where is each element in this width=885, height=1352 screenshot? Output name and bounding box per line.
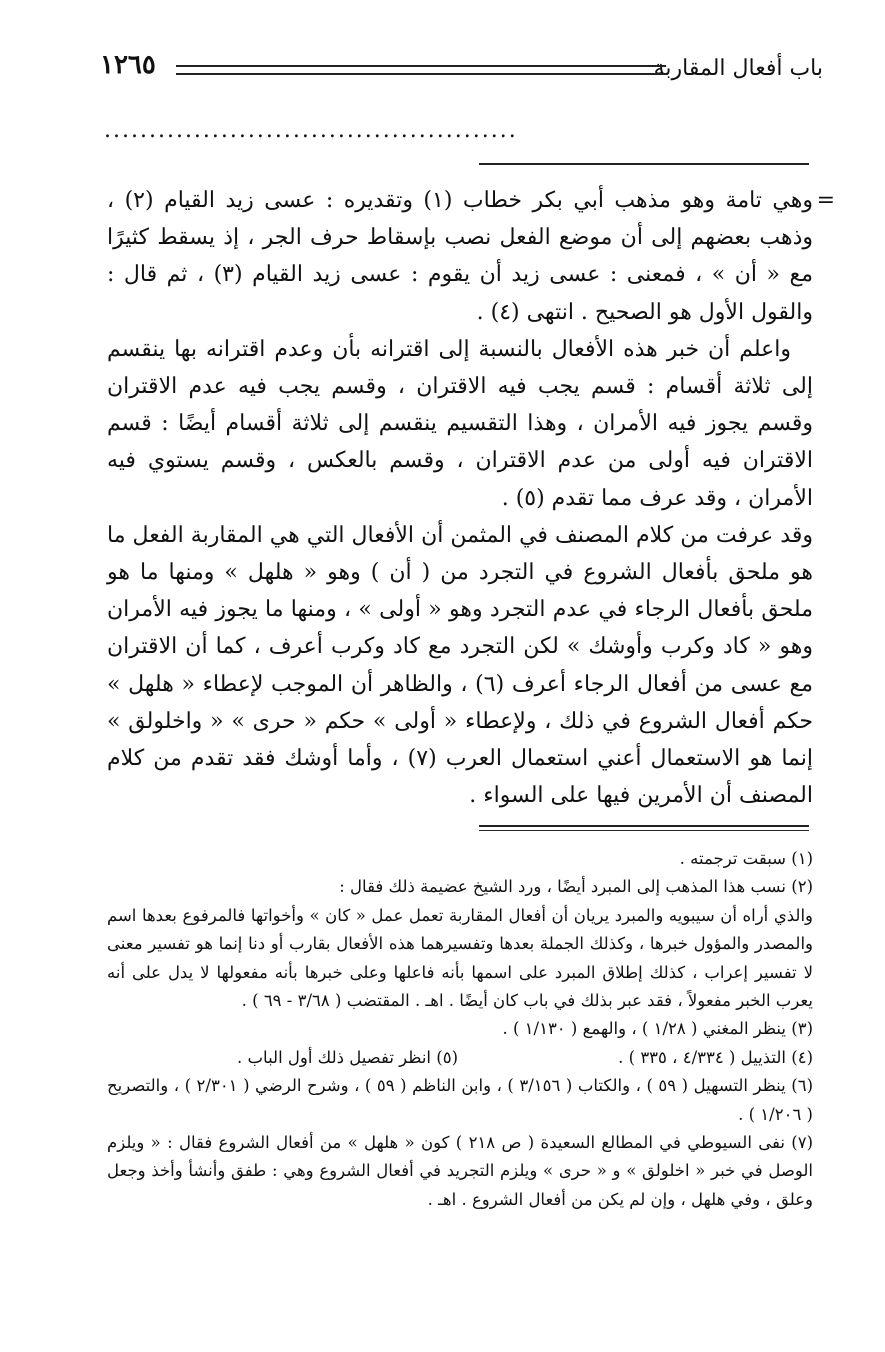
footnote-7: (٧) نفى السيوطي في المطالع السعيدة ( ص ٢١٨ ) كون « هلهل » من أفعال الشروع فقال : « ويلزم الوصل في خبر « اخلولق » و « حرى » ويلزم التجريد في أفعال الشروع وهي : طفق وأنشأ وأخذ وجعل وعلق ، وفي هلهل ، وإن لم يكن من أفعال الشروع . اهـ . [107,1133,813,1209]
paragraph-1: وهي تامة وهو مذهب أبي بكر خطاب (١) وتقديره : عسى زيد القيام (٢) ، وذهب بعضهم إلى أن موضع الفعل نصب بإسقاط حرف الجر ، إذ يسقط كثيرًا مع « أن » ، فمعنى : عسى زيد أن يقوم : عسى زيد القيام (٣) ، ثم قال : والقول الأول هو الصحيح . انتهى (٤) . [107,188,813,325]
footnote-4: (٤) التذييل ( ٤/٣٣٤ ، ٣٣٥ ) . [618,1047,813,1067]
header-double-rule [176,65,666,75]
footnote-6: (٦) ينظر التسهيل ( ٥٩ ) ، والكتاب ( ٣/١٥٦ ) ، وابن الناظم ( ٥٩ ) ، وشرح الرضي ( ٢/٣٠١ ) ، والتصريح ( ١/٢٠٦ ) . [107,1076,814,1124]
footnote-2: (٢) نسب هذا المذهب إلى المبرد أيضًا ، ورد الشيخ عضيمة ذلك فقال : [339,877,813,897]
separator-rule [479,163,809,165]
continuation-mark: = [816,188,835,213]
footnote-1: (١) سبقت ترجمته . [679,849,813,868]
main-text [107,182,835,814]
footnote-rule-thin [479,830,809,831]
footnote-rule [479,825,809,827]
paragraph-2: واعلم أن خبر هذه الأفعال بالنسبة إلى اقترانه بأن وعدم اقترانه بها ينقسم إلى ثلاثة أقسام : قسم يجب فيه الاقتران ، وقسم يجب فيه عدم الاقتران وقسم يجوز فيه الأمران ، وهذا التقسيم ينقسم إلى ثلاثة أقسام أيضًا : قسم الاقتران فيه أولى من عدم الاقتران ، وقسم بالعكس ، وقسم يستوي فيه الأمران ، وقد عرف مما تقدم (٥) . [107,336,813,511]
footnote-3: (٣) ينظر المغني ( ١/٢٨ ) ، والهمع ( ١/١٣٠ ) . [502,1019,813,1039]
ellipsis-dots: .............................................. [104,118,518,143]
footnote-row-4-5 [107,1044,813,1072]
footnote-2-quote: والذي أراه أن سيبويه والمبرد يريان أن أفعال المقاربة تعمل عمل « كان » وأخواتها فالمرفوع بعدها اسم والمصدر والمؤول خبرها ، وكذلك الجملة بعدها وتفسيرهما هذه الأفعال بقارب أو دنا إنما هو تفسير معنى لا تفسير إعراب ، كذلك إطلاق المبرد على اسمها بأنه فاعلها وعلى خبرها بأنه مفعولها لا يدل على أنه يعرب الخبر مفعولاً ، فقد عبر بذلك في باب كان أيضًا . اهـ . المقتضب ( ٣/٦٨ - ٦٩ ) . [107,905,813,1011]
chapter-title: باب أفعال المقاربة [653,56,823,81]
footnotes [107,845,813,1214]
footnote-5: (٥) انظر تفصيل ذلك أول الباب . [237,1047,458,1067]
paragraph-3: وقد عرفت من كلام المصنف في المثمن أن الأفعال التي هي المقاربة الفعل ما هو ملحق بأفعال الشروع في التجرد من ( أن ) وهو « هلهل » ومنها ما هو ملحق بأفعال الرجاء في عدم التجرد وهو « أولى » ، ومنها ما يجوز فيه الأمران وهو « كاد وكرب وأوشك » لكن التجرد مع كاد وكرب أعرف ، كما أن الاقتران مع عسى من أفعال الرجاء أعرف (٦) ، والظاهر أن الموجب لإعطاء « هلهل » حكم أفعال الشروع في ذلك ، ولإعطاء « أولى » حكم « حرى » « واخلولق » إنما هو الاستعمال أعني استعمال العرب (٧) ، وأما أوشك فقد تقدم من كلام المصنف أن الأمرين فيها على السواء . [107,522,813,809]
page-number: ١٢٦٥ [100,50,156,80]
